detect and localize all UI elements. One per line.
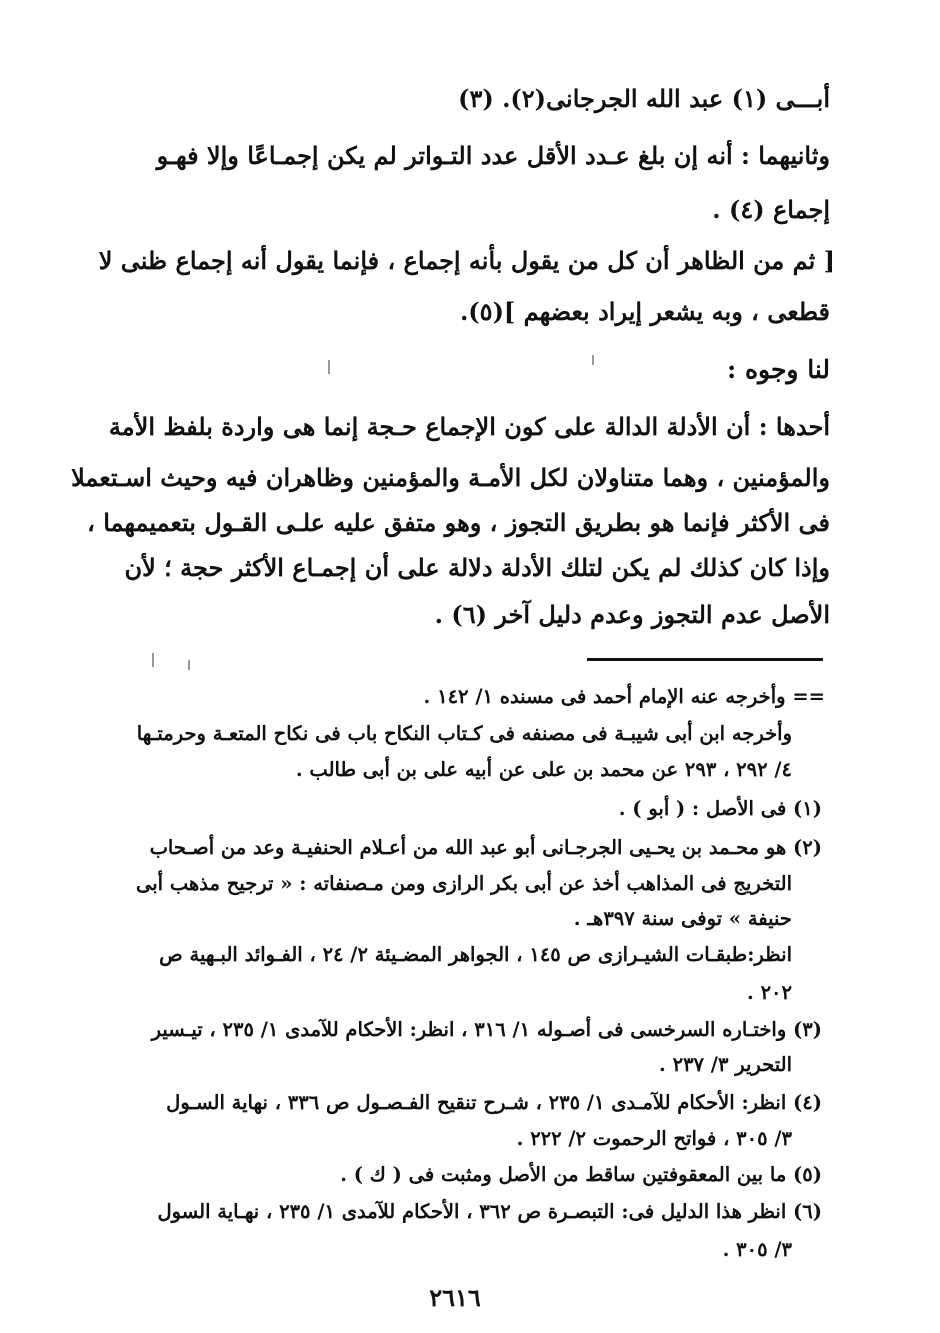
scan-speck xyxy=(152,653,154,667)
scan-speck xyxy=(328,360,330,374)
main-line-10: الأصل عدم التجوز وعدم دليل آخر (٦) . xyxy=(434,600,830,629)
footnote-2-line-5: ٢٠٢ . xyxy=(747,981,792,1004)
main-line-2: وثانيهما : أنه إن بلغ عـدد الأقل عدد التـواتر لم يكن إجمـاعًا وإلا فهـو xyxy=(156,141,830,170)
footnote-3-line-2: التحرير ٣/ ٢٣٧ . xyxy=(659,1053,792,1076)
section-heading: لنا وجوه : xyxy=(727,355,830,384)
footnote-2-line-3: حنيفة » توفى سنة ٣٩٧هـ . xyxy=(573,907,792,930)
main-line-7: والمؤمنين ، وهما متناولان لكل الأمـة والمؤمنين وظاهران فيه وحيث اسـتعملا xyxy=(71,463,830,492)
footnote-3-line-1: (٣) واختـاره السرخسى فى أصـوله ١/ ٣١٦ ، انظر: الأحكام للآمدى ١/ ٢٣٥ ، تيـسير xyxy=(151,1018,822,1041)
footnote-6-line-1: (٦) انظر هذا الدليل فى: التبصـرة ص ٣٦٢ ، الأحكام للآمدى ١/ ٢٣٥ ، نهـاية السول xyxy=(157,1200,822,1223)
main-line-9: وإذا كان كذلك لم يكن لتلك الأدلة دلالة على أن إجمـاع الأكثر حجة ؛ لأن xyxy=(124,553,830,582)
footnote-4-line-1: (٤) انظر: الأحكام للآمـدى ١/ ٢٣٥ ، شـرح تنقيح الفـصـول ص ٣٣٦ ، نهاية السـول xyxy=(166,1091,822,1114)
footnote-continuation-2: وأخرجه ابن أبى شيبـة فى مصنفه فى كـتاب النكاح باب فى نكاح المتعـة وحرمتـها xyxy=(136,722,792,745)
main-line-6: أحدها : أن الأدلة الدالة على كون الإجماع حـجة إنما هى واردة بلفظ الأمة xyxy=(108,412,830,441)
footnote-continuation-3: ٤/ ٢٩٢ ، ٢٩٣ عن محمد بن على عن أبيه على بن أبى طالب . xyxy=(295,758,792,781)
main-line-4: [ ثم من الظاهر أن كل من يقول بأنه إجماع ، فإنما يقول أنه إجماع ظنى لا xyxy=(98,246,835,275)
footnote-1: (١) فى الأصل : ( أبو ) . xyxy=(618,797,822,820)
footnote-separator xyxy=(587,658,823,661)
main-line-3: إجماع (٤) . xyxy=(712,195,830,224)
scan-speck xyxy=(592,355,594,365)
scan-speck xyxy=(188,660,190,670)
footnote-4-line-2: ٣/ ٣٠٥ ، فواتح الرحموت ٢/ ٢٢٢ . xyxy=(516,1127,792,1150)
footnote-6-line-2: ٣/ ٣٠٥ . xyxy=(722,1238,792,1261)
footnote-5: (٥) ما بين المعقوفتين ساقط من الأصل ومثبت فى ( ك ) . xyxy=(340,1163,822,1186)
footnote-2-line-2: التخريج فى المذاهب أخذ عن أبى بكر الرازى ومن مـصنفاته : « ترجيح مذهب أبى xyxy=(135,872,792,895)
main-line-5: قطعى ، وبه يشعر إيراد بعضهم ](٥). xyxy=(459,297,830,326)
footnote-continuation-1: == وأخرجه عنه الإمام أحمد فى مسنده ١/ ١٤٢ . xyxy=(423,685,825,708)
footnote-2-line-4: انظر:طبقـات الشيـرازى ص ١٤٥ ، الجواهر المضـيئة ٢/ ٢٤ ، الفـوائد البـهية ص xyxy=(159,943,792,966)
footnote-2-line-1: (٢) هو محـمد بن يحـيى الجرجـانى أبو عبد الله من أعـلام الحنفيـة وعد من أصـحاب xyxy=(149,836,822,859)
page-number: ٢٦١٦ xyxy=(429,1283,481,1312)
main-line-8: فى الأكثر فإنما هو بطريق التجوز ، وهو متفق عليه علـى القـول بتعميمهما ، xyxy=(87,508,830,537)
main-line-1: أبـــى (١) عبد الله الجرجانى(٢). (٣) xyxy=(458,84,830,113)
